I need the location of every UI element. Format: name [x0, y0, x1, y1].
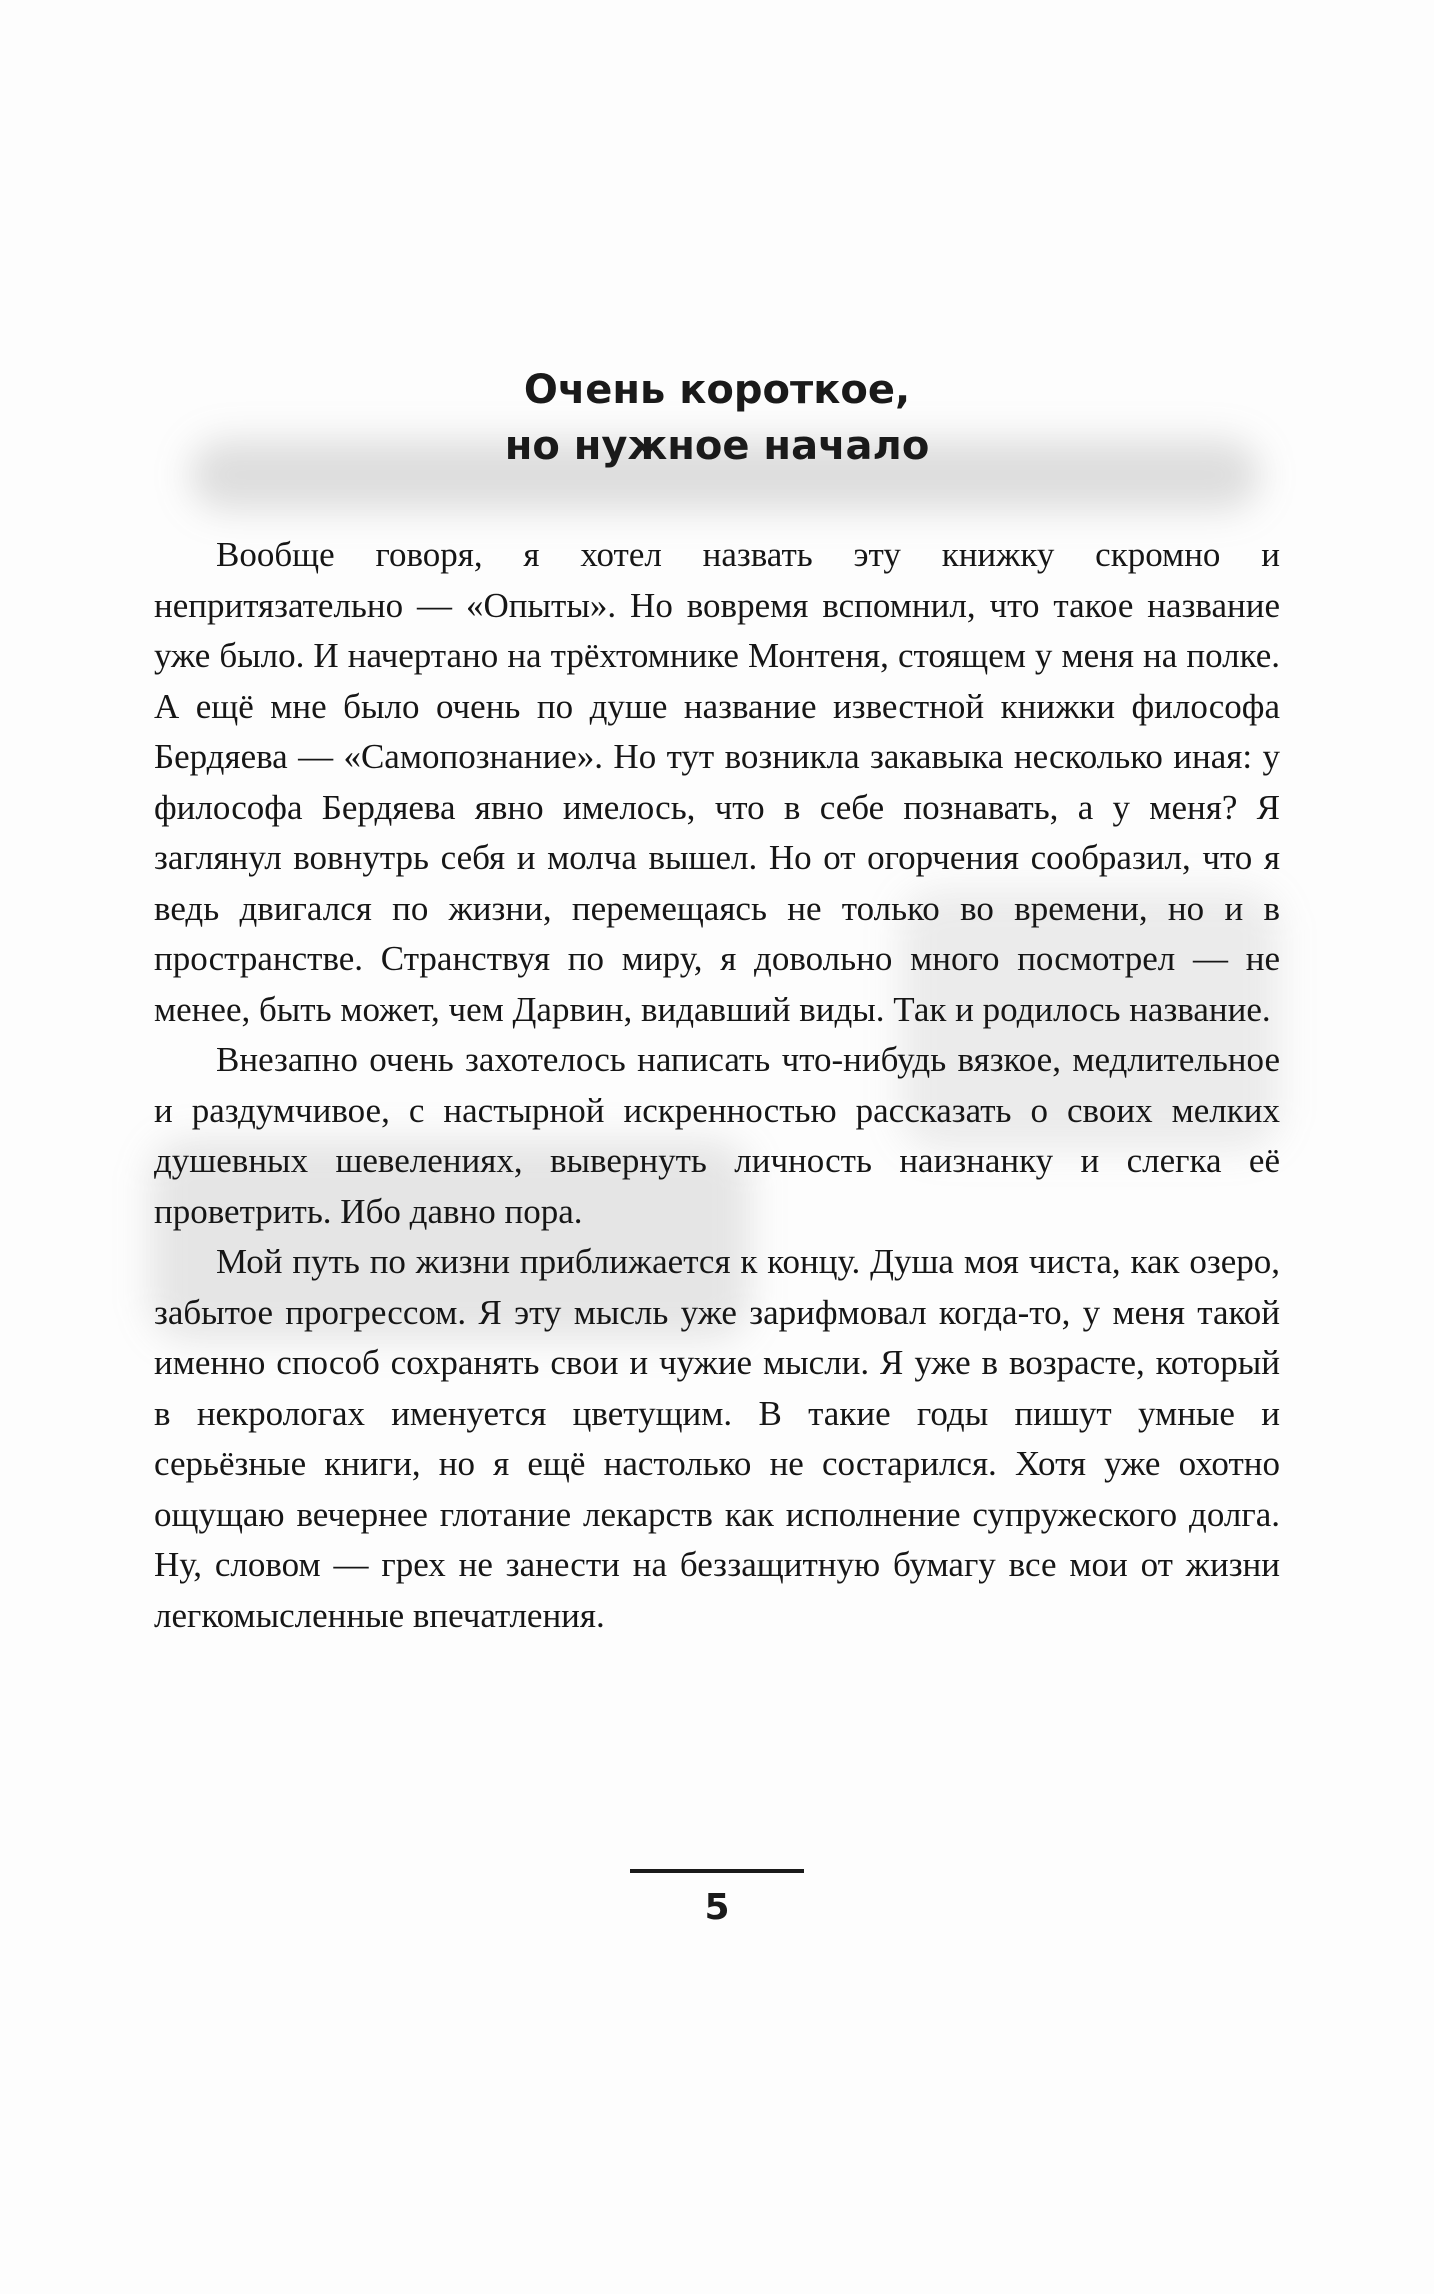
footer-rule: [630, 1869, 804, 1873]
chapter-title-line-2: но нужное начало: [504, 423, 930, 469]
paragraph-1: Вообще говоря, я хотел назвать эту книжку скромно и непритязательно — «Опыты». Но вовремя вспомнил, что такое название уже было. И начертано на трёхтомнике Монтеня, стоящем у меня на полке. А ещё мне было очень по душе название известной книжки философа Бердяева — «Самопознание». Но тут возникла закавыка несколько иная: у философа Бердяева явно имелось, что в себе познавать, а у меня? Я заглянул вовнутрь себя и молча вышел. Но от огорчения сообразил, что я ведь двигался по жизни, перемещаясь не только во времени, но и в пространстве. Странствуя по миру, я довольно много посмотрел — не менее, быть может, чем Дарвин, видавший виды. Так и родилось название.: [154, 535, 1280, 1029]
page-number: 5: [704, 1887, 730, 1928]
paragraph-3: Мой путь по жизни приближается к концу. Душа моя чиста, как озеро, забытое прогрессом. Я эту мысль уже зарифмовал когда-то, у меня такой именно способ сохранять свои и чужие мысли. Я уже в возрасте, который в некрологах именуется цветущим. В такие годы пишут умные и серьёзные книги, но я ещё настолько не состарился. Хотя уже охотно ощущаю вечернее глотание лекарств как исполнение супружеского долга. Ну, словом — грех не занести на беззащитную бумагу все мои от жизни легкомысленные впечатления.: [154, 1242, 1280, 1635]
chapter-title-line-1: Очень короткое,: [523, 367, 911, 413]
chapter-body: [154, 530, 1280, 1641]
paragraph-2: Внезапно очень захотелось написать что-нибудь вязкое, медлительное и раздумчивое, с настырной искренностью рассказать о своих мелких душевных шевелениях, вывернуть личность наизнанку и слегка её проветрить. Ибо давно пора.: [154, 1040, 1280, 1231]
chapter-title: [0, 362, 1434, 474]
